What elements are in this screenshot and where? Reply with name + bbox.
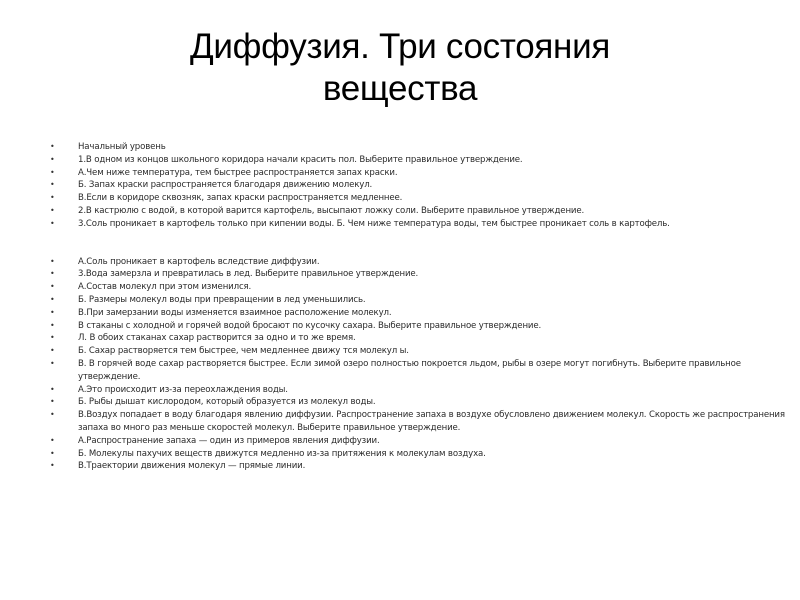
bullet-icon: • [50,358,55,368]
list-item: • В. В горячей воде сахар растворяется быстрее. Если зимой озеро полностью покроется льдом, рыбы в озере могут погибнуть. Выберите правильное утверждение. [50,358,741,382]
list-item: • 3.Соль проникает в картофель только при кипении воды. Б. Чем ниже температура воды, тем быстрее проникает соль в картофель. [50,218,670,229]
bullet-icon: • [50,333,55,343]
bullet-icon: • [50,218,55,228]
bullet-icon: • [50,167,55,177]
list-item: • В.Воздух попадает в воду благодаря явлению диффузии. Распространение запаха в воздухе обусловлено движением молекул. Скорость же распространения запаха во много раз меньше скоростей молекул. Выберите правильное утверждение. [50,410,785,433]
bullet-icon: • [50,205,55,215]
list-item: • Б. Размеры молекул воды при превращении в лед уменьшились. [50,294,366,305]
list-item: • Л. В обоих стаканах сахар растворится за одно и то же время. [50,333,356,344]
list-item: • В.При замерзании воды изменяется взаимное расположение молекул. [50,307,392,318]
bullet-icon: • [50,294,55,304]
spacer [46,231,786,256]
list-item: • Б. Рыбы дышат кислородом, который образуется из молекул воды. [50,397,376,408]
bullet-icon: • [50,142,55,151]
bullet-icon: • [50,269,55,279]
list-item: • А.Состав молекул при этом изменился. [50,282,252,293]
slide-title-line-2: вещества [322,69,478,108]
bullet-icon: • [50,282,55,292]
bullet-icon: • [50,320,55,330]
list-item: • Начальный уровень [50,142,166,152]
bullet-icon: • [50,397,55,407]
list-item: • В стаканы с холодной и горячей водой бросают по кусочку сахара. Выберите правильное утверждение. [50,320,542,331]
list-item: • А.Это происходит из-за переохлаждения воды. [50,384,288,395]
list-item: • А.Распространение запаха — один из примеров явления диффузии. [50,435,380,446]
bullet-icon: • [50,180,55,190]
list-item: • А.Чем ниже температура, тем быстрее распространяется запах краски. [50,167,398,178]
list-item: • Б. Сахар растворяется тем быстрее, чем медленнее движу тся молекул ы. [50,346,409,357]
list-item: • В.Если в коридоре сквозняк, запах краски распространяется медленнее. [50,193,403,204]
bullet-icon: • [50,448,55,458]
bullet-list-group-1 [46,141,786,231]
list-item: • 3.Вода замерзла и превратилась в лед. Выберите правильное утверждение. [50,269,419,280]
bullet-icon: • [50,384,55,394]
list-item: • Б. Запах краски распространяется благодаря движению молекул. [50,180,373,191]
bullet-icon: • [50,193,55,203]
list-item: • Б. Молекулы пахучих веществ движутся медленно из-за притяжения к молекулам воздуха. [50,448,486,459]
bullet-icon: • [50,256,55,266]
list-item: • А.Соль проникает в картофель вследствие диффузии. [50,256,320,267]
bullet-icon: • [50,410,55,420]
bullet-icon: • [50,307,55,317]
bullet-icon: • [50,435,55,445]
slide-title-line-1: Диффузия. Три состояния [190,27,610,66]
list-item: • В.Траектории движения молекул — прямые линии. [50,461,306,472]
bullet-icon: • [50,461,55,471]
bullet-icon: • [50,346,55,356]
bullet-list-group-2 [46,256,786,474]
slide-title [0,26,800,110]
bullet-icon: • [50,154,55,164]
slide-body [46,141,786,473]
list-item: • 1.В одном из концов школьного коридора начали красить пол. Выберите правильное утверждение. [50,154,523,165]
list-item: • 2.В кастрюлю с водой, в которой варится картофель, высыпают ложку соли. Выберите правильное утверждение. [50,205,585,216]
